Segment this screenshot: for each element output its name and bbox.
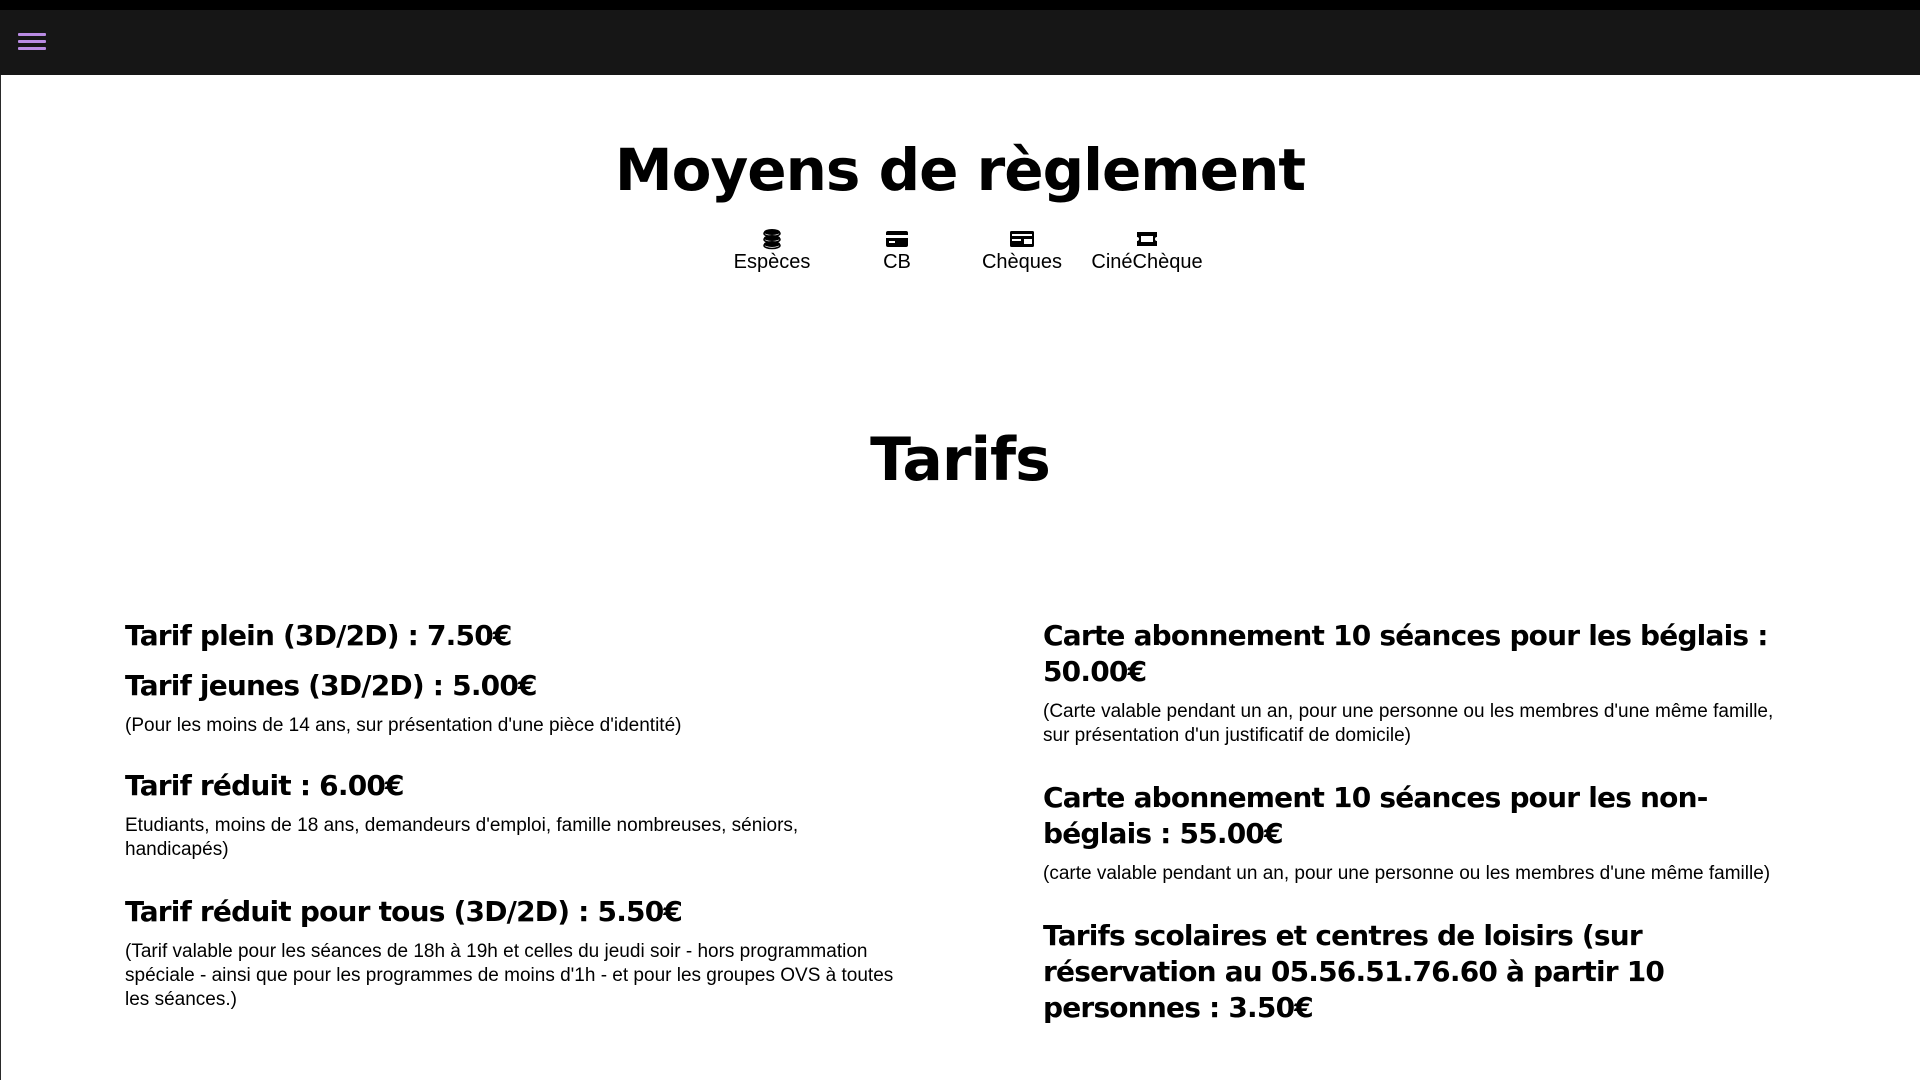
tarifs-title: Tarifs [870, 425, 1050, 495]
tarif-price: Tarifs scolaires et centres de loisirs (sur réservation au 05.56.51.76.60 à partir 10 personnes : 3.50€ [1043, 919, 1665, 1024]
top-strip [0, 0, 1920, 10]
tarif-reduit [125, 768, 895, 862]
tarif-price: Tarif réduit : 6.00€ [125, 769, 404, 802]
check-icon [1009, 228, 1035, 250]
payment-method-cinecheque [1087, 228, 1207, 274]
tarif-reduit-pour-tous [125, 894, 895, 1012]
tarif-plein [125, 618, 895, 654]
tarif-note: (Tarif valable pour les séances de 18h à 19h et celles du jeudi soir - hors programmation spéciale - ainsi que pour les programmes de moins d'1h - et pour les groupes OVS à toutes les séances.) [125, 941, 894, 1010]
coins-icon [761, 228, 783, 250]
tarif-note: (Carte valable pendant un an, pour une personne ou les membres d'une même famille, sur présentation d'un justificatif de domicile) [1043, 701, 1774, 746]
payment-method-label: CB [883, 251, 911, 273]
tarif-note: (Pour les moins de 14 ans, sur présentation d'une pièce d'identité) [125, 715, 682, 736]
payment-method-especes [712, 228, 832, 274]
payment-method-label: CinéChèque [1091, 251, 1203, 273]
tarif-note: Etudiants, moins de 18 ans, demandeurs d'emploi, famille nombreuses, séniors, handicapés) [125, 815, 799, 860]
payment-method-cb [837, 228, 957, 274]
carte-abonnement-non-beglais [1043, 780, 1803, 886]
navbar [0, 10, 1920, 75]
page-left-border [0, 75, 1, 1080]
tarif-note: (carte valable pendant un an, pour une personne ou les membres d'une même famille) [1043, 863, 1771, 884]
tarifs-left-column [125, 618, 895, 1012]
payment-methods-title: Moyens de règlement [614, 136, 1306, 204]
payment-method-cheques [962, 228, 1082, 274]
tarifs-scolaires [1043, 918, 1803, 1026]
tarif-price: Carte abonnement 10 séances pour les non-béglais : 55.00€ [1043, 781, 1708, 850]
tarif-price: Tarif jeunes (3D/2D) : 5.00€ [125, 669, 537, 702]
payment-method-label: Espèces [733, 251, 811, 273]
tarif-price: Carte abonnement 10 séances pour les béglais : 50.00€ [1043, 619, 1768, 688]
hamburger-menu-icon[interactable] [16, 27, 46, 57]
carte-abonnement-beglais [1043, 618, 1803, 748]
payment-method-label: Chèques [981, 251, 1063, 273]
ticket-icon [1135, 228, 1159, 250]
payment-methods-list [0, 228, 1920, 284]
tarif-price: Tarif plein (3D/2D) : 7.50€ [125, 619, 512, 652]
credit-card-icon [885, 228, 909, 250]
tarif-price: Tarif réduit pour tous (3D/2D) : 5.50€ [125, 895, 683, 928]
tarifs-right-column [1043, 618, 1803, 1026]
tarif-jeunes [125, 668, 895, 738]
